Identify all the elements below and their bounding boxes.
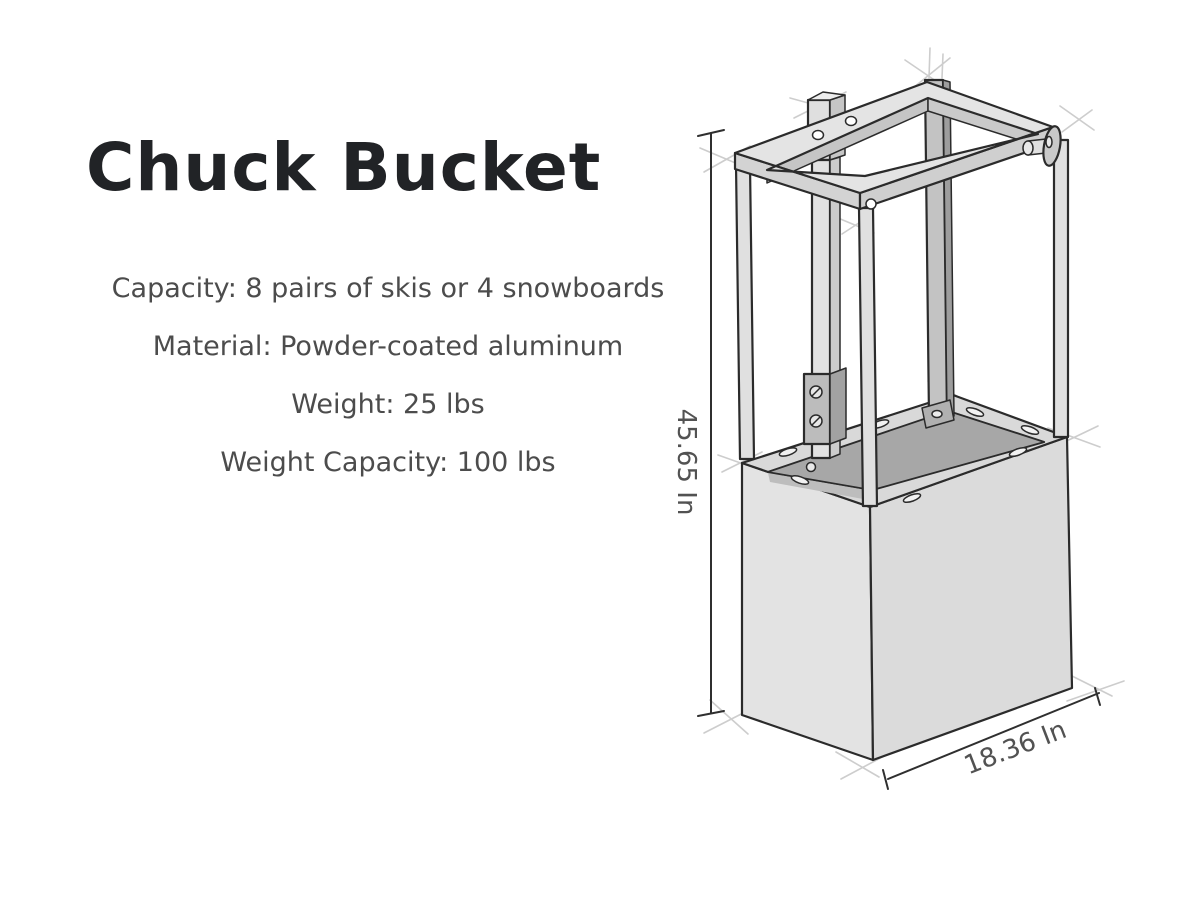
post-front bbox=[859, 208, 877, 506]
knob-bolt-cap bbox=[1023, 141, 1033, 155]
knob-disc-slot bbox=[1046, 137, 1052, 148]
bucket bbox=[742, 395, 1072, 760]
product-title: Chuck Bucket bbox=[86, 129, 602, 206]
spec-material: Material: Powder-coated aluminum bbox=[152, 331, 624, 362]
frame-skirt-front-right bbox=[860, 127, 1053, 209]
frame-hole-2 bbox=[846, 117, 857, 126]
frame-corner-hole bbox=[866, 199, 876, 209]
height-dimension-label: 45.65 In bbox=[670, 408, 701, 516]
frame-hole-1 bbox=[813, 131, 824, 140]
bucket-left-face bbox=[742, 463, 873, 760]
hitch-bracket-front bbox=[804, 374, 830, 444]
post-right bbox=[1054, 140, 1068, 437]
height-dimension bbox=[671, 130, 724, 716]
floor-pin-hole bbox=[807, 463, 816, 472]
center-mast bbox=[922, 80, 954, 428]
top-frame bbox=[735, 82, 1053, 209]
spec-capacity: Capacity: 8 pairs of skis or 4 snowboards bbox=[111, 273, 665, 304]
post-left bbox=[736, 165, 754, 459]
spec-weight-capacity: Weight Capacity: 100 lbs bbox=[220, 447, 556, 478]
hitch-bracket-side bbox=[830, 368, 846, 444]
width-dimension-label: 18.36 In bbox=[960, 714, 1071, 782]
mast-foot-hole bbox=[932, 411, 942, 418]
spec-weight: Weight: 25 lbs bbox=[291, 389, 485, 420]
